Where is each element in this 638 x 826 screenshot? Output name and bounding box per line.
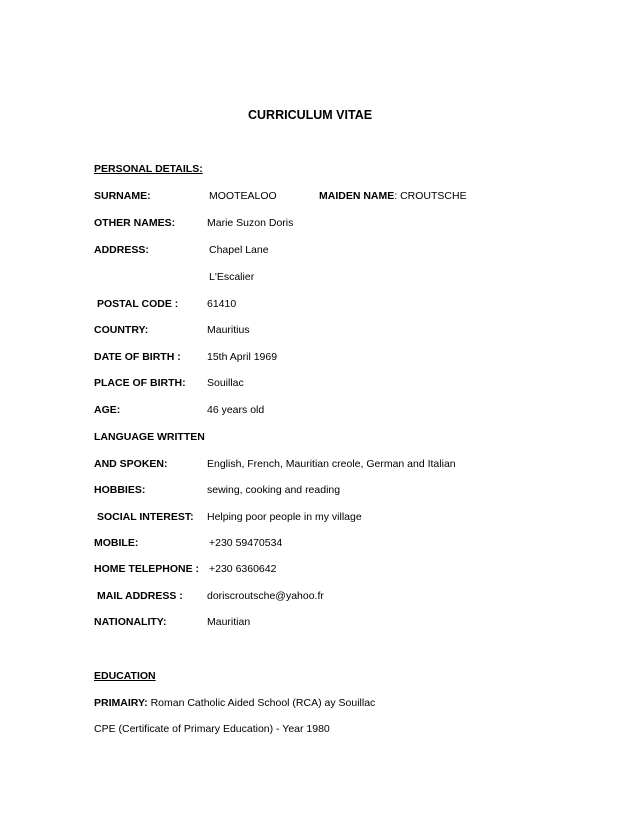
- hobbies-label: HOBBIES:: [94, 484, 146, 496]
- primary-value: Roman Catholic Aided School (RCA) ay Souillac: [147, 697, 376, 709]
- home-telephone-label: HOME TELEPHONE :: [94, 563, 200, 575]
- date-of-birth-label: DATE OF BIRTH :: [94, 351, 181, 363]
- surname-label: SURNAME:: [94, 190, 151, 202]
- age-label: AGE:: [94, 404, 121, 416]
- hobbies-value: sewing, cooking and reading: [207, 484, 341, 496]
- document-title: CURRICULUM VITAE: [248, 108, 373, 122]
- country-value: Mauritius: [207, 324, 250, 336]
- surname-value: MOOTEALOO: [209, 190, 277, 202]
- maiden-name-field: [319, 190, 467, 203]
- language-label-line-2: AND SPOKEN:: [94, 458, 168, 470]
- maiden-name-label: MAIDEN NAME: [319, 190, 395, 202]
- mail-address-value: doriscroutsche@yahoo.fr: [207, 590, 324, 602]
- primary-education-line: [94, 697, 375, 710]
- social-interest-value: Helping poor people in my village: [207, 511, 362, 523]
- address-line-1: Chapel Lane: [209, 244, 269, 256]
- language-label-line-1: LANGUAGE WRITTEN: [94, 431, 205, 443]
- social-interest-label: SOCIAL INTEREST:: [97, 511, 194, 523]
- home-telephone-value: +230 6360642: [209, 563, 277, 575]
- postal-code-label: POSTAL CODE :: [97, 298, 179, 310]
- other-names-value: Marie Suzon Doris: [207, 217, 294, 229]
- country-label: COUNTRY:: [94, 324, 149, 336]
- other-names-label: OTHER NAMES:: [94, 217, 176, 229]
- cpe-line: CPE (Certificate of Primary Education) - Year 1980: [94, 723, 330, 735]
- personal-details-heading: PERSONAL DETAILS:: [94, 163, 203, 175]
- place-of-birth-value: Souillac: [207, 377, 244, 389]
- mobile-value: +230 59470534: [209, 537, 283, 549]
- mail-address-label: MAIL ADDRESS :: [97, 590, 183, 602]
- education-heading: EDUCATION: [94, 670, 156, 682]
- address-label: ADDRESS:: [94, 244, 149, 256]
- primary-label: PRIMAIRY:: [94, 697, 148, 709]
- age-value: 46 years old: [207, 404, 265, 416]
- nationality-label: NATIONALITY:: [94, 616, 167, 628]
- language-value: English, French, Mauritian creole, German and Italian: [207, 458, 456, 470]
- postal-code-value: 61410: [207, 298, 237, 310]
- date-of-birth-value: 15th April 1969: [207, 351, 278, 363]
- mobile-label: MOBILE:: [94, 537, 139, 549]
- nationality-value: Mauritian: [207, 616, 251, 628]
- maiden-name-value: : CROUTSCHE: [394, 190, 467, 202]
- address-line-2: L'Escalier: [209, 271, 255, 283]
- place-of-birth-label: PLACE OF BIRTH:: [94, 377, 186, 389]
